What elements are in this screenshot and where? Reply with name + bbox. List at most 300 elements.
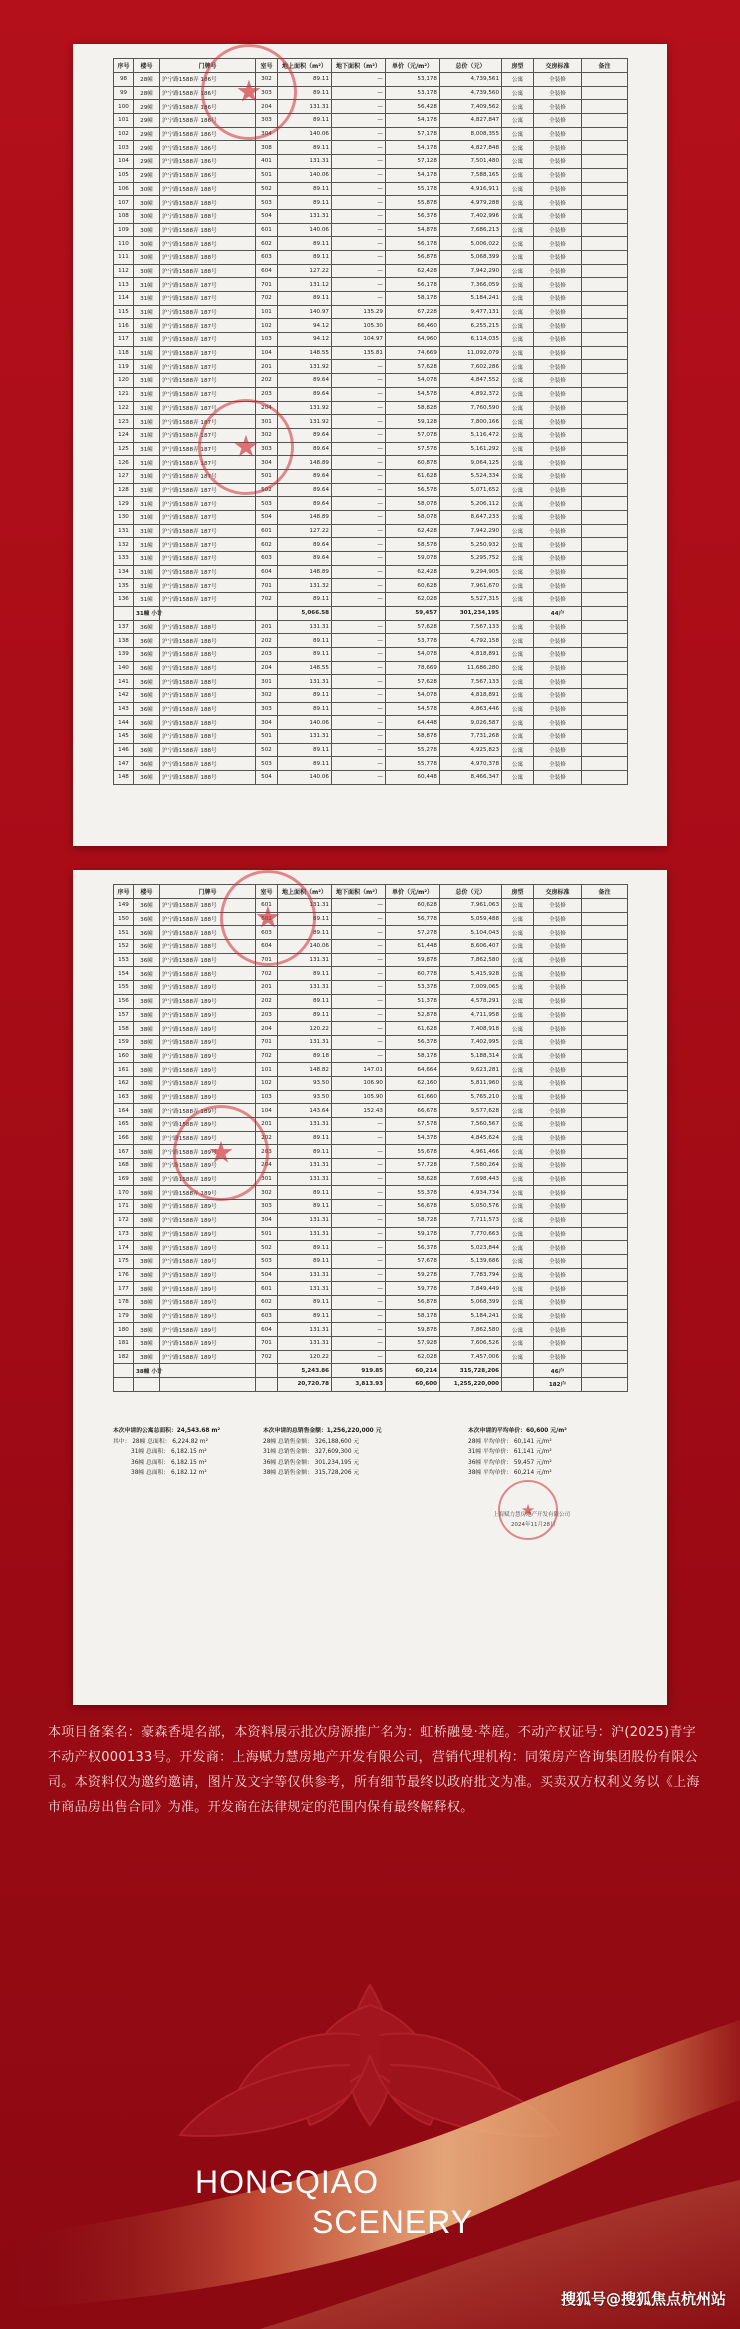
table-cell: 144	[114, 716, 134, 730]
table-cell: 127.22	[278, 264, 332, 278]
table-cell: 7,602,286	[440, 360, 502, 374]
table-cell: 31幢	[134, 511, 160, 525]
table-cell	[582, 1200, 628, 1214]
table-cell: 131.31	[278, 1159, 332, 1173]
table-cell: 131.31	[278, 1213, 332, 1227]
table-cell: 89.11	[278, 114, 332, 128]
table-cell: 8,466,347	[440, 771, 502, 785]
table-cell	[582, 1295, 628, 1309]
table-cell: 602	[256, 237, 278, 251]
table-cell: —	[332, 415, 386, 429]
table-cell: 全装修	[534, 1022, 582, 1036]
table-cell	[582, 250, 628, 264]
table-cell: 5,104,043	[440, 926, 502, 940]
table-cell: 124	[114, 428, 134, 442]
table-cell	[582, 168, 628, 182]
table-cell: 全装修	[534, 456, 582, 470]
table-row	[114, 675, 628, 689]
table-cell: 89.11	[278, 634, 332, 648]
table-cell: 502	[256, 1241, 278, 1255]
table-cell: 沪宁路1588弄 187号	[160, 319, 256, 333]
table-cell: 沪宁路1588弄 189号	[160, 1268, 256, 1282]
table-cell: 7,408,918	[440, 1022, 502, 1036]
table-row	[114, 912, 628, 926]
official-seal-stamp	[201, 44, 297, 140]
table-cell: 56,578	[386, 483, 440, 497]
table-row	[114, 1049, 628, 1063]
table-cell: 59,078	[386, 552, 440, 566]
table-cell	[582, 387, 628, 401]
table-cell: 103	[256, 333, 278, 347]
table-cell: 沪宁路1588弄 188号	[160, 912, 256, 926]
table-cell: 全装修	[534, 1145, 582, 1159]
table-row	[114, 360, 628, 374]
column-header: 房型	[502, 59, 534, 73]
table-cell: 4,934,734	[440, 1186, 502, 1200]
table-row	[114, 319, 628, 333]
table-cell: —	[332, 912, 386, 926]
table-cell	[582, 1145, 628, 1159]
table-cell	[582, 346, 628, 360]
table-row	[114, 1241, 628, 1255]
table-cell: 131	[114, 524, 134, 538]
table-cell: 113	[114, 278, 134, 292]
table-cell: 54,078	[386, 647, 440, 661]
table-cell: 全装修	[534, 524, 582, 538]
table-cell	[582, 757, 628, 771]
table-cell: 公寓	[502, 278, 534, 292]
table-cell: 沪宁路1588弄 189号	[160, 1145, 256, 1159]
table-cell: 沪宁路1588弄 187号	[160, 401, 256, 415]
table-cell: 公寓	[502, 1282, 534, 1296]
table-cell: 701	[256, 1337, 278, 1351]
table-cell: 公寓	[502, 168, 534, 182]
table-cell	[582, 1227, 628, 1241]
table-row	[114, 1076, 628, 1090]
table-cell: 公寓	[502, 716, 534, 730]
table-cell: 89.64	[278, 428, 332, 442]
table-cell: 全装修	[534, 86, 582, 100]
table-cell: 5,250,932	[440, 538, 502, 552]
table-cell: 沪宁路1588弄 188号	[160, 757, 256, 771]
table-cell: 62,428	[386, 264, 440, 278]
table-cell: 131.31	[278, 981, 332, 995]
table-cell: 8,008,355	[440, 127, 502, 141]
table-cell: 36幢	[134, 940, 160, 954]
table-cell: 沪宁路1588弄 187号	[160, 346, 256, 360]
table-cell: 151	[114, 926, 134, 940]
table-cell: 7,560,567	[440, 1118, 502, 1132]
table-cell: 31幢	[134, 497, 160, 511]
table-cell: 38幢	[134, 1063, 160, 1077]
table-cell: —	[332, 442, 386, 456]
table-cell: —	[332, 565, 386, 579]
table-cell: 4,818,891	[440, 688, 502, 702]
table-cell: 3,813.93	[332, 1378, 386, 1392]
table-cell: 7,402,996	[440, 209, 502, 223]
table-cell: 116	[114, 319, 134, 333]
legal-disclaimer: 本项目备案名：豪森香堤名部，本资料展示批次房源推广名为：虹桥融曼·萃庭。不动产权证号：沪(2025)青字不动产权000133号。开发商：上海赋力慧房地产开发有限公司，营销代理机构：同策房产咨询集团股份有限公司。本资料仅为邀约邀请，图片及文字等仅供参考，所有细节最终以政府批文为准。买卖双方权利义务以《上海市商品房出售合同》为准。开发商在法律规定的范围内保有最终解释权。	[48, 1725, 700, 1815]
price-table-1	[113, 58, 628, 785]
table-cell: 501	[256, 1227, 278, 1241]
table-cell: 58,178	[386, 292, 440, 306]
table-cell: 201	[256, 360, 278, 374]
table-cell: 7,760,590	[440, 401, 502, 415]
table-cell: 公寓	[502, 196, 534, 210]
table-cell: 全装修	[534, 442, 582, 456]
table-cell: 140.06	[278, 223, 332, 237]
table-cell: 601	[256, 524, 278, 538]
table-cell: 301	[256, 415, 278, 429]
table-cell: 4,892,372	[440, 387, 502, 401]
table-cell: 148.89	[278, 565, 332, 579]
table-cell: 38幢	[134, 1008, 160, 1022]
table-cell: 全装修	[534, 346, 582, 360]
table-cell: 7,501,480	[440, 155, 502, 169]
table-cell: 131.92	[278, 401, 332, 415]
table-cell: 全装修	[534, 1172, 582, 1186]
table-cell	[582, 319, 628, 333]
table-cell: 5,295,752	[440, 552, 502, 566]
table-cell: 公寓	[502, 1063, 534, 1077]
column-header: 交房标准	[534, 885, 582, 899]
table-cell: 公寓	[502, 1268, 534, 1282]
table-cell: —	[332, 981, 386, 995]
table-row	[114, 155, 628, 169]
table-cell: 159	[114, 1035, 134, 1049]
table-cell: 89.11	[278, 926, 332, 940]
table-cell: 204	[256, 1022, 278, 1036]
table-cell: 602	[256, 912, 278, 926]
table-row	[114, 305, 628, 319]
table-cell: —	[332, 168, 386, 182]
table-cell: 130	[114, 511, 134, 525]
table-row	[114, 237, 628, 251]
table-cell	[582, 511, 628, 525]
table-cell	[582, 1035, 628, 1049]
table-cell: 沪宁路1588弄 189号	[160, 1008, 256, 1022]
table-cell: 全装修	[534, 1227, 582, 1241]
table-cell: 139	[114, 647, 134, 661]
table-cell: 38幢	[134, 1350, 160, 1364]
table-cell: 沪宁路1588弄 186号	[160, 168, 256, 182]
table-cell: 9,577,628	[440, 1104, 502, 1118]
table-cell: 155	[114, 981, 134, 995]
table-row	[114, 1295, 628, 1309]
table-cell: 164	[114, 1104, 134, 1118]
table-cell: 沪宁路1588弄 189号	[160, 1022, 256, 1036]
table-cell	[582, 716, 628, 730]
table-cell	[582, 1254, 628, 1268]
table-cell: 59,178	[386, 1227, 440, 1241]
table-cell: 5,765,210	[440, 1090, 502, 1104]
column-header: 地上面积（m²）	[278, 59, 332, 73]
table-row	[114, 209, 628, 223]
table-cell: —	[332, 730, 386, 744]
table-cell	[582, 73, 628, 87]
table-cell: —	[332, 926, 386, 940]
table-cell: 38幢	[134, 1337, 160, 1351]
table-cell: 公寓	[502, 374, 534, 388]
table-cell	[582, 953, 628, 967]
table-cell: —	[332, 552, 386, 566]
table-cell: 56,178	[386, 237, 440, 251]
table-cell: 公寓	[502, 743, 534, 757]
table-cell	[582, 1186, 628, 1200]
table-cell: 604	[256, 940, 278, 954]
table-cell: 201	[256, 620, 278, 634]
table-cell: 沪宁路1588弄 188号	[160, 716, 256, 730]
table-cell: 沪宁路1588弄 187号	[160, 469, 256, 483]
table-cell: —	[332, 250, 386, 264]
table-cell: 57,178	[386, 127, 440, 141]
table-cell: 54,178	[386, 141, 440, 155]
table-cell: —	[332, 469, 386, 483]
table-cell: 公寓	[502, 264, 534, 278]
table-cell: 全装修	[534, 675, 582, 689]
table-cell: 38幢	[134, 1118, 160, 1132]
table-cell: 140.06	[278, 940, 332, 954]
table-cell: 89.11	[278, 1200, 332, 1214]
table-cell: 沪宁路1588弄 187号	[160, 360, 256, 374]
table-cell: 沪宁路1588弄 188号	[160, 967, 256, 981]
table-cell: 沪宁路1588弄 188号	[160, 223, 256, 237]
table-cell: 20,720.78	[278, 1378, 332, 1392]
table-cell: 61,628	[386, 1022, 440, 1036]
table-cell: 56,378	[386, 209, 440, 223]
table-cell: 7,567,133	[440, 620, 502, 634]
table-cell: 沪宁路1588弄 188号	[160, 647, 256, 661]
table-cell	[582, 1350, 628, 1364]
table-cell: 31幢	[134, 278, 160, 292]
table-cell: 全装修	[534, 100, 582, 114]
table-cell: 38幢 小计	[134, 1364, 160, 1378]
table-cell: 302	[256, 1186, 278, 1200]
table-cell: 31幢	[134, 387, 160, 401]
table-cell: 603	[256, 552, 278, 566]
table-cell: 38幢	[134, 1022, 160, 1036]
table-cell: 全装修	[534, 360, 582, 374]
table-cell: 公寓	[502, 1200, 534, 1214]
table-cell: 36幢	[134, 953, 160, 967]
table-cell	[256, 606, 278, 620]
table-row	[114, 730, 628, 744]
table-cell: 110	[114, 237, 134, 251]
table-cell: 全装修	[534, 1131, 582, 1145]
table-cell: 7,366,059	[440, 278, 502, 292]
table-cell: 131.31	[278, 155, 332, 169]
table-row	[114, 469, 628, 483]
table-cell: 7,862,580	[440, 953, 502, 967]
table-cell: 89.11	[278, 1186, 332, 1200]
table-cell: 148.89	[278, 511, 332, 525]
table-cell: 公寓	[502, 702, 534, 716]
table-cell: 301	[256, 1172, 278, 1186]
table-cell: 4,847,552	[440, 374, 502, 388]
table-cell: 公寓	[502, 360, 534, 374]
table-cell: 93.50	[278, 1090, 332, 1104]
table-cell: 38幢	[134, 994, 160, 1008]
table-cell: 141	[114, 675, 134, 689]
table-row	[114, 538, 628, 552]
table-cell: 沪宁路1588弄 188号	[160, 953, 256, 967]
table-cell: 沪宁路1588弄 188号	[160, 196, 256, 210]
table-cell: 303	[256, 114, 278, 128]
table-cell: 5,415,928	[440, 967, 502, 981]
table-cell	[582, 1213, 628, 1227]
table-cell: 29幢	[134, 168, 160, 182]
table-cell: 31幢	[134, 292, 160, 306]
table-cell: 7,942,290	[440, 524, 502, 538]
company-date: 2024年11月28日	[511, 1522, 556, 1528]
table-cell: —	[332, 579, 386, 593]
table-cell: 54,178	[386, 114, 440, 128]
table-cell: 38幢	[134, 1213, 160, 1227]
table-cell: 沪宁路1588弄 188号	[160, 675, 256, 689]
table-cell: 全装修	[534, 1282, 582, 1296]
table-cell: 204	[256, 1159, 278, 1173]
table-cell: 601	[256, 899, 278, 913]
table-cell: 28幢	[134, 73, 160, 87]
table-cell: 106	[114, 182, 134, 196]
table-cell: —	[332, 1145, 386, 1159]
table-row	[114, 647, 628, 661]
table-cell: 701	[256, 278, 278, 292]
table-cell	[256, 1378, 278, 1392]
table-cell: 11,686,280	[440, 661, 502, 675]
table-row	[114, 620, 628, 634]
official-seal-stamp	[173, 1105, 269, 1201]
table-cell: 701	[256, 953, 278, 967]
table-row	[114, 1323, 628, 1337]
table-cell	[582, 237, 628, 251]
table-cell: 4,739,561	[440, 73, 502, 87]
table-cell: 148	[114, 771, 134, 785]
table-cell: 170	[114, 1186, 134, 1200]
table-header-row	[114, 885, 628, 899]
table-cell: 公寓	[502, 1172, 534, 1186]
table-cell: 58,178	[386, 1309, 440, 1323]
table-cell: 31幢 小计	[134, 606, 160, 620]
table-cell: 167	[114, 1145, 134, 1159]
table-cell: 501	[256, 469, 278, 483]
table-cell: 公寓	[502, 953, 534, 967]
table-cell: 131.31	[278, 209, 332, 223]
table-cell: 89.64	[278, 374, 332, 388]
table-cell: 101	[256, 1063, 278, 1077]
table-cell: 沪宁路1588弄 187号	[160, 442, 256, 456]
table-cell: 沪宁路1588弄 188号	[160, 702, 256, 716]
table-cell: 115	[114, 305, 134, 319]
table-cell: 203	[256, 387, 278, 401]
table-cell: 919.85	[332, 1364, 386, 1378]
table-cell	[582, 702, 628, 716]
table-cell: 202	[256, 994, 278, 1008]
table-cell: 134	[114, 565, 134, 579]
table-cell: 全装修	[534, 401, 582, 415]
table-cell: 59,878	[386, 1323, 440, 1337]
table-cell: 131.31	[278, 1323, 332, 1337]
table-cell: 7,009,065	[440, 981, 502, 995]
table-cell: 57,578	[386, 442, 440, 456]
table-cell: 全装修	[534, 1090, 582, 1104]
table-cell: 99	[114, 86, 134, 100]
table-cell: 148.55	[278, 346, 332, 360]
table-cell: 沪宁路1588弄 189号	[160, 1131, 256, 1145]
table-cell	[582, 114, 628, 128]
table-cell: 全装修	[534, 579, 582, 593]
table-cell: 全装修	[534, 1035, 582, 1049]
table-cell: 89.64	[278, 469, 332, 483]
table-cell: 89.11	[278, 1254, 332, 1268]
table-cell: 89.11	[278, 237, 332, 251]
table-cell: —	[332, 1022, 386, 1036]
table-cell: 66,460	[386, 319, 440, 333]
table-row	[114, 292, 628, 306]
avg-line: 38幢 平均单价： 60,214 元/m²	[468, 1470, 552, 1476]
table-cell	[582, 1337, 628, 1351]
table-cell: 89.64	[278, 552, 332, 566]
table-cell: 全装修	[534, 538, 582, 552]
table-cell: 5,050,576	[440, 1200, 502, 1214]
table-cell: —	[332, 292, 386, 306]
table-cell: 沪宁路1588弄 186号	[160, 86, 256, 100]
table-row	[114, 100, 628, 114]
table-cell: 全装修	[534, 981, 582, 995]
table-cell: 29幢	[134, 141, 160, 155]
table-cell: 126	[114, 456, 134, 470]
table-cell: 5,206,112	[440, 497, 502, 511]
table-cell: 38幢	[134, 1323, 160, 1337]
table-cell: 172	[114, 1213, 134, 1227]
table-cell: 38幢	[134, 1076, 160, 1090]
table-cell: 公寓	[502, 333, 534, 347]
table-cell: 30幢	[134, 196, 160, 210]
table-cell: —	[332, 1008, 386, 1022]
table-cell: 全装修	[534, 647, 582, 661]
column-header: 序号	[114, 59, 134, 73]
column-header: 地下面积（m²）	[332, 885, 386, 899]
table-cell: 沪宁路1588弄 187号	[160, 456, 256, 470]
table-cell: 全装修	[534, 209, 582, 223]
table-cell: 公寓	[502, 401, 534, 415]
table-cell: 公寓	[502, 565, 534, 579]
column-header: 楼号	[134, 59, 160, 73]
table-cell: 31幢	[134, 579, 160, 593]
table-cell: 11,092,079	[440, 346, 502, 360]
table-cell: —	[332, 940, 386, 954]
table-cell: 公寓	[502, 182, 534, 196]
table-row	[114, 483, 628, 497]
table-cell	[582, 647, 628, 661]
table-cell: 4,827,848	[440, 141, 502, 155]
table-cell: 5,066.58	[278, 606, 332, 620]
table-cell: 9,477,131	[440, 305, 502, 319]
table-cell	[582, 360, 628, 374]
table-row	[114, 278, 628, 292]
table-cell: 全装修	[534, 127, 582, 141]
table-row	[114, 579, 628, 593]
table-cell: 146	[114, 743, 134, 757]
table-cell: 36幢	[134, 688, 160, 702]
table-cell: 61,660	[386, 1090, 440, 1104]
table-cell: 4,916,911	[440, 182, 502, 196]
table-cell: 143	[114, 702, 134, 716]
table-cell: 131.32	[278, 579, 332, 593]
table-cell: 140	[114, 661, 134, 675]
table-cell	[582, 743, 628, 757]
table-row	[114, 114, 628, 128]
